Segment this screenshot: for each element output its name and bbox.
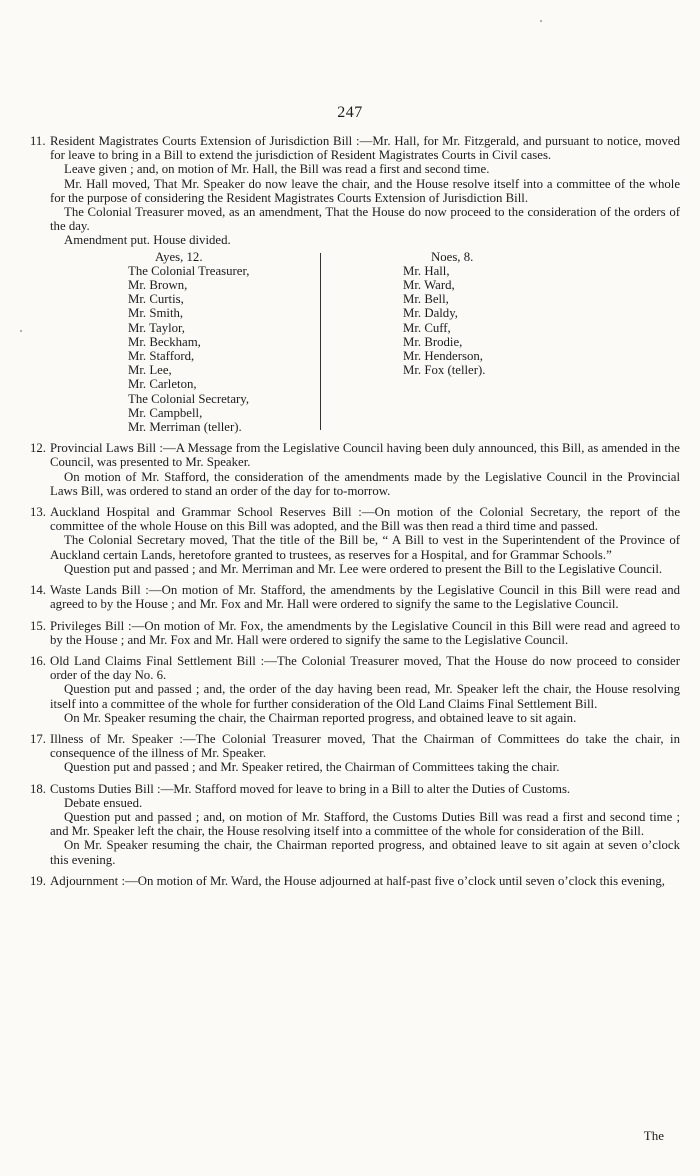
paragraph: On Mr. Speaker resuming the chair, the Chairman reported progress, and obtained leave to sit again.: [64, 710, 577, 725]
item-number: 19.: [30, 873, 46, 888]
paragraph: Customs Duties Bill :—Mr. Stafford moved for leave to bring in a Bill to alter the Duties of Customs.: [50, 781, 571, 796]
aye-name: Mr. Carleton,: [128, 377, 197, 392]
aye-name: Mr. Merriman (teller).: [128, 420, 242, 435]
item-15: [30, 619, 680, 647]
aye-name: Mr. Taylor,: [128, 320, 186, 335]
item-number: 11.: [30, 134, 46, 148]
paper-speck: [20, 330, 22, 332]
paragraph: Provincial Laws Bill :—A Message from the Legislative Council having been duly announced, this Bill, as amended in the Council, was presented to Mr. Speaker.: [50, 441, 680, 470]
noe-name: Mr. Ward,: [403, 278, 455, 293]
item-number: 14.: [30, 583, 46, 598]
aye-name: Mr. Beckham,: [128, 334, 201, 349]
item-number: 15.: [30, 618, 46, 633]
aye-name: Mr. Smith,: [128, 306, 184, 321]
paragraph: Question put and passed ; and, the order of the day having been read, Mr. Speaker left the chair, the House resolving itself into a committee of the whole for further consideration of the Old Land Claims Final Settlement Bill.: [50, 682, 680, 711]
noes-heading: Noes, 8.: [431, 249, 474, 264]
item-17: [30, 732, 680, 775]
item-number: 18.: [30, 781, 46, 796]
noes-column: [321, 250, 485, 435]
item-number: 13.: [30, 505, 46, 520]
paragraph: Privileges Bill :—On motion of Mr. Fox, the amendments by the Legislative Council in this Bill were read and agreed to by the House ; and Mr. Fox and Mr. Hall were ordered to signify the same to the Legislative Council.: [50, 618, 680, 647]
paragraph: The Colonial Secretary moved, That the title of the Bill be, “ A Bill to vest in the Superintendent of the Province of Auckland certain Lands, heretofore granted to trustees, as reserves for a Hospital, and for Grammar Schools.”: [50, 533, 680, 562]
paragraph: Mr. Hall moved, That Mr. Speaker do now leave the chair, and the House resolve itself into a committee of the whole for the purpose of considering the Resident Magistrates Courts Extension of Jurisdiction Bill.: [50, 176, 680, 205]
item-16: [30, 654, 680, 725]
paragraph: Leave given ; and, on motion of Mr. Hall, the Bill was read a first and second time.: [64, 162, 490, 177]
aye-name: Mr. Curtis,: [128, 292, 184, 307]
paragraph: Question put and passed ; and Mr. Speaker retired, the Chairman of Committees taking the chair.: [64, 760, 560, 775]
item-13: [30, 505, 680, 576]
proceedings-body: [30, 134, 680, 888]
aye-name: The Colonial Treasurer,: [128, 263, 250, 278]
noe-name: Mr. Henderson,: [403, 349, 483, 364]
paragraph: Waste Lands Bill :—On motion of Mr. Stafford, the amendments by the Legislative Council in this Bill were read and agreed to by the House ; and Mr. Fox and Mr. Hall were ordered to signify the same to the Legislative Council.: [50, 583, 680, 612]
aye-name: Mr. Brown,: [128, 278, 188, 293]
paragraph: On motion of Mr. Stafford, the consideration of the amendments made by the Legislative Council in the Provincial Laws Bill, was ordered to stand an order of the day for to-morrow.: [50, 469, 680, 498]
division-list: [50, 250, 680, 435]
noe-name: Mr. Hall,: [403, 263, 450, 278]
item-11: [30, 134, 680, 434]
noe-name: Mr. Fox (teller).: [403, 363, 486, 378]
paragraph: Adjournment :—On motion of Mr. Ward, the House adjourned at half-past five o’clock until seven o’clock this evening,: [50, 873, 665, 888]
item-number: 17.: [30, 731, 46, 746]
paragraph: Auckland Hospital and Grammar School Reserves Bill :—On motion of the Colonial Secretary, the report of the committee of the whole House on this Bill was adopted, and the Bill was then read a third time and passed.: [50, 505, 680, 534]
paragraph: Illness of Mr. Speaker :—The Colonial Treasurer moved, That the Chairman of Committees do take the chair, in consequence of the illness of Mr. Speaker.: [50, 731, 680, 761]
paragraph: Question put and passed ; and Mr. Merriman and Mr. Lee were ordered to present the Bill to the Legislative Council.: [64, 561, 663, 576]
ayes-heading: Ayes, 12.: [155, 249, 203, 264]
paragraph: The Colonial Treasurer moved, as an amendment, That the House do now proceed to the consideration of the orders of the day.: [50, 205, 680, 234]
noe-name: Mr. Brodie,: [403, 334, 463, 349]
aye-name: Mr. Lee,: [128, 363, 172, 378]
paragraph: Debate ensued.: [64, 795, 143, 810]
item-12: [30, 441, 680, 498]
aye-name: The Colonial Secretary,: [128, 391, 250, 406]
ayes-column: [50, 250, 320, 435]
paragraph: Resident Magistrates Courts Extension of Jurisdiction Bill :—Mr. Hall, for Mr. Fitzgerald, and pursuant to notice, moved for leave to bring in a Bill to extend the jurisdiction of Resident Magistrates Courts in Civil cases.: [50, 134, 680, 163]
paragraph: Question put and passed ; and, on motion of Mr. Stafford, the Customs Duties Bill was read a first and second time ; and Mr. Speaker left the chair, the House resolving itself into a committee of the whole for consideration of the Bill.: [50, 809, 680, 839]
paragraph: Old Land Claims Final Settlement Bill :—The Colonial Treasurer moved, That the House do now proceed to consider order of the day No. 6.: [50, 653, 680, 683]
aye-name: Mr. Stafford,: [128, 349, 195, 364]
noe-name: Mr. Cuff,: [403, 320, 451, 335]
item-number: 16.: [30, 653, 46, 668]
catchword: The: [643, 1128, 664, 1143]
paragraph: Amendment put. House divided.: [64, 233, 231, 248]
noe-name: Mr. Bell,: [403, 292, 449, 307]
noe-name: Mr. Daldy,: [403, 306, 458, 321]
item-14: [30, 583, 680, 611]
item-number: 12.: [30, 441, 46, 456]
page-number: 247: [337, 104, 363, 121]
item-19: [30, 874, 680, 888]
paragraph: On Mr. Speaker resuming the chair, the Chairman reported progress, and obtained leave to sit again at seven o’clock this evening.: [50, 838, 680, 867]
paper-speck: [540, 20, 542, 22]
aye-name: Mr. Campbell,: [128, 405, 203, 420]
item-18: [30, 782, 680, 867]
